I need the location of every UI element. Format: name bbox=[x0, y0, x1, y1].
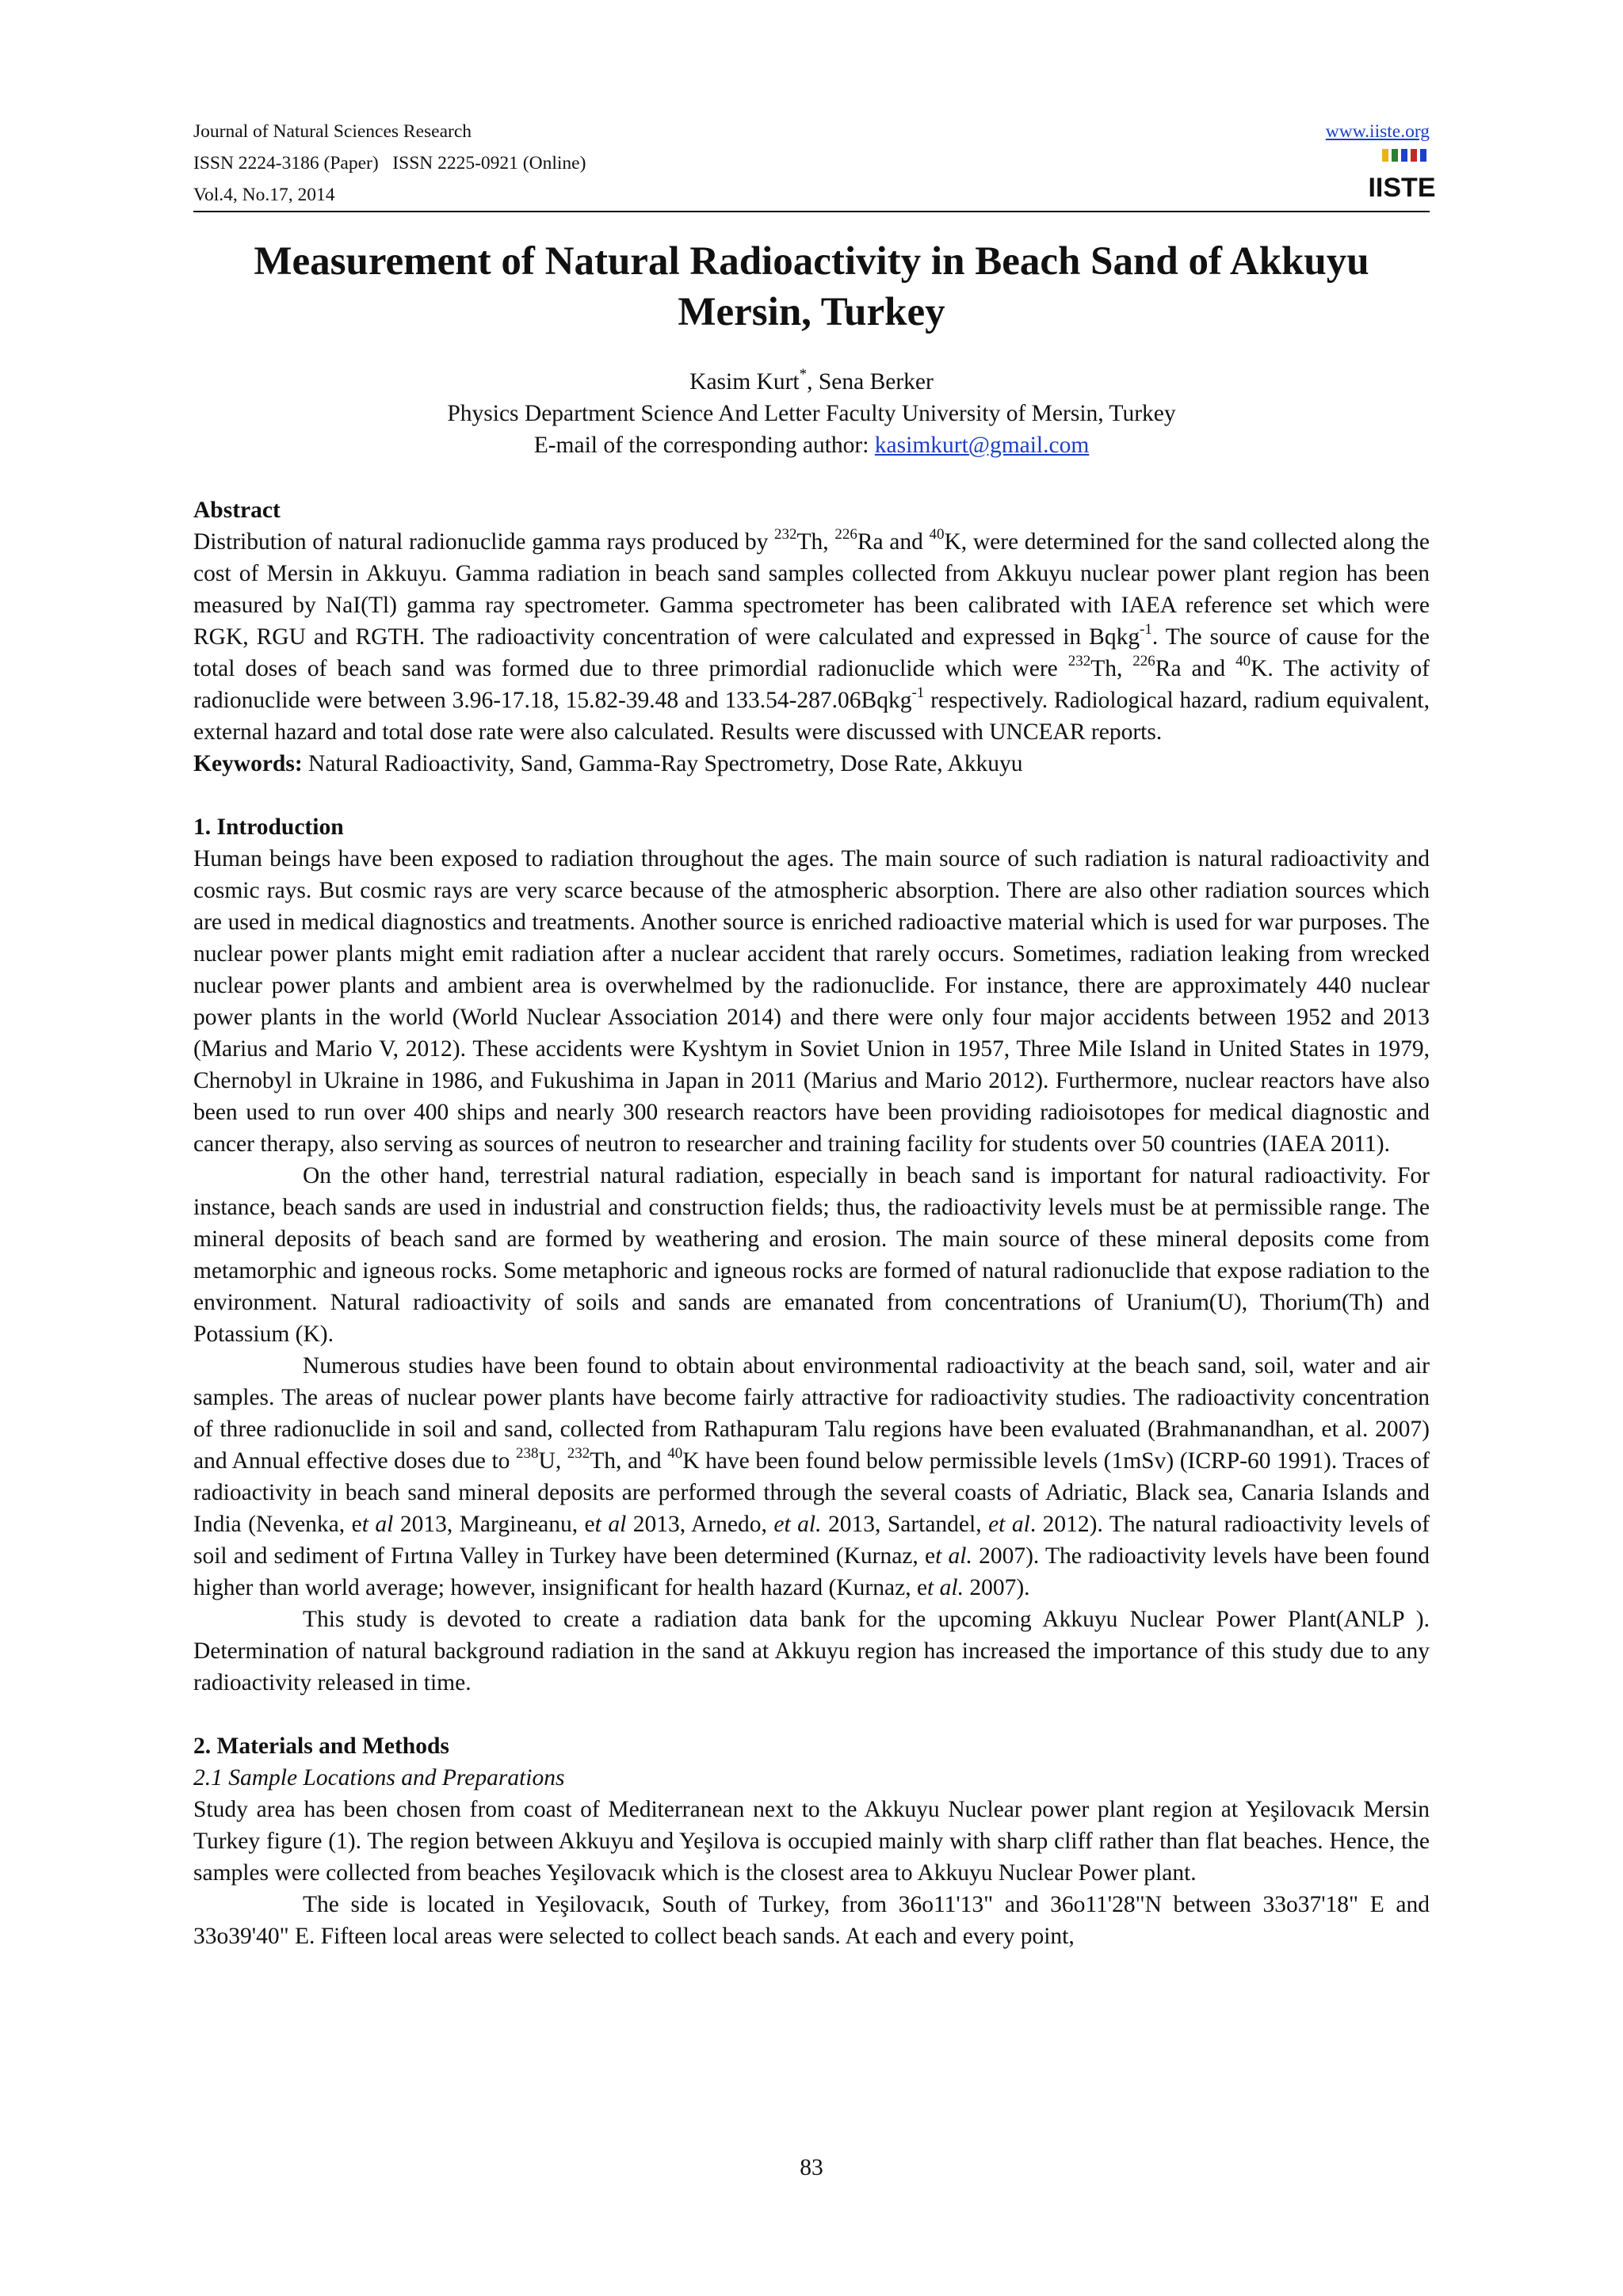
journal-name: Journal of Natural Sciences Research bbox=[193, 121, 472, 142]
iiste-logo-icon bbox=[1368, 147, 1436, 203]
author-names bbox=[193, 366, 1430, 398]
keywords-label: Keywords: bbox=[193, 751, 303, 776]
intro-paragraph-4: This study is devoted to create a radiation data bank for the upcoming Akkuyu Nuclear Power Plant(ANLP ). Determination of natural background radiation in the sand at Akkuyu region has increased the importance of this study due to any radioactivity released in time. bbox=[193, 1607, 1430, 1695]
paper-body bbox=[193, 494, 1430, 1952]
methods-paragraph-2: The side is located in Yeşilovacık, South of Turkey, from 36o11'13" and 36o11'28"N between 33o37'18" E and 33o39'40" E. Fifteen local areas were selected to collect beach sands. At each and every point, bbox=[193, 1892, 1430, 1949]
keywords-text: Natural Radioactivity, Sand, Gamma-Ray Spectrometry, Dose Rate, Akkuyu bbox=[302, 751, 1023, 776]
paper-title bbox=[193, 236, 1430, 338]
methods-subheading: 2.1 Sample Locations and Preparations bbox=[193, 1765, 565, 1791]
logo-text: IISTE bbox=[1368, 173, 1436, 203]
website-link[interactable]: www.iiste.org bbox=[1325, 121, 1430, 142]
email-link[interactable]: kasimkurt@gmail.com bbox=[874, 433, 1090, 458]
introduction-heading: 1. Introduction bbox=[193, 814, 344, 840]
intro-paragraph-3: Numerous studies have been found to obtain about environmental radioactivity at the beach sand, soil, water and air samples. The areas of nuclear power plants have become fairly attractive for radioactivity studies. The radioactivity concentration of three radionuclide in soil and sand, collected from Rathapuram Talu regions have been evaluated (Brahmanandhan, et al. 2007) and Annual effective doses due to $^{238}$U, $^{232}$Th, and $^{40}$K have been found below permissible levels (1mSv) (ICRP-60 1991). Traces of radioactivity in beach sand mineral deposits are performed through the several coasts of Adriatic, Black sea, Canaria Islands and India (Nevenka, et al 2013, Margineanu, et al 2013, Arnedo, et al. 2013, Sartandel, et al. 2012). The natural radioactivity levels of soil and sediment of Fırtına Valley in Turkey have been determined (Kurnaz, et al. 2007). The radioactivity levels have been found higher than world average; however, insignificant for health hazard (Kurnaz, et al. 2007). bbox=[193, 1353, 1430, 1600]
corresponding-mark: * bbox=[799, 366, 808, 383]
email-label: E-mail of the corresponding author: bbox=[533, 433, 875, 458]
abstract-heading: Abstract bbox=[193, 498, 281, 523]
keywords bbox=[193, 748, 1430, 780]
intro-paragraph-1: Human beings have been exposed to radiation throughout the ages. The main source of such radiation is natural radioactivity and cosmic rays. But cosmic rays are very scarce because of the atmospheric absorption. There are also other radiation sources which are used in medical diagnostics and treatments. Another source is enriched radioactive material which is used for war purposes. The nuclear power plants might emit radiation after a nuclear accident that rarely occurs. Sometimes, radiation leaking from wrecked nuclear power plants and ambient area is overwhelmed by the radionuclide. For instance, there are approximately 440 nuclear power plants in the world (World Nuclear Association 2014) and there were only four major accidents between 1952 and 2013 (Marius and Mario V, 2012). These accidents were Kyshtym in Soviet Union in 1957, Three Mile Island in United States in 1979, Chernobyl in Ukraine in 1986, and Fukushima in Japan in 2011 (Marius and Mario 2012). Furthermore, nuclear reactors have also been used to run over 400 ships and nearly 300 research reactors have been providing radioisotopes for medical diagnostic and cancer therapy, also serving as sources of neutron to researcher and training facility for students over 50 countries (IAEA 2011). bbox=[193, 846, 1430, 1157]
methods-heading: 2. Materials and Methods bbox=[193, 1733, 449, 1759]
header-rule bbox=[193, 211, 1430, 212]
abstract-text: Distribution of natural radionuclide gamma rays produced by $^{232}$Th, $^{226}$Ra and $^{40}$K, were determined for the sand collected along the cost of Mersin in Akkuyu. Gamma radiation in beach sand samples collected from Akkuyu nuclear power plant region has been measured by NaI(Tl) gamma ray spectrometer. Gamma spectrometer has been calibrated with IAEA reference set which were RGK, RGU and RGTH. The radioactivity concentration of were calculated and expressed in Bqkg$^{-1}$. The source of cause for the total doses of beach sand was formed due to three primordial radionuclide which were $^{232}$Th, $^{226}$Ra and $^{40}$K. The activity of radionuclide were between 3.96-17.18, 15.82-39.48 and 133.54-287.06Bqkg$^{-1}$ respectively. Radiological hazard, radium equivalent, external hazard and total dose rate were also calculated. Results were discussed with UNCEAR reports. bbox=[193, 526, 1430, 745]
intro-paragraph-2: On the other hand, terrestrial natural radiation, especially in beach sand is important for natural radioactivity. For instance, beach sands are used in industrial and construction fields; thus, the radioactivity levels must be at permissible range. The mineral deposits of beach sand are formed by weathering and erosion. The main source of these mineral deposits come from metamorphic and igneous rocks. Some metaphoric and igneous rocks are formed of natural radionuclide that expose radiation to the environment. Natural radioactivity of soils and sands are emanated from concentrations of Uranium(U), Thorium(Th) and Potassium (K). bbox=[193, 1163, 1430, 1347]
affiliation: Physics Department Science And Letter Faculty University of Mersin, Turkey bbox=[447, 401, 1176, 426]
website-header bbox=[1326, 116, 1430, 147]
author-block bbox=[193, 366, 1430, 461]
journal-header bbox=[193, 116, 586, 211]
title-line-2: Mersin, Turkey bbox=[678, 290, 945, 334]
author-1: Kasim Kurt bbox=[689, 369, 800, 395]
email-line bbox=[193, 429, 1430, 461]
page-number: 83 bbox=[800, 2155, 823, 2180]
methods-paragraph-1: Study area has been chosen from coast of Mediterranean next to the Akkuyu Nuclear power plant region at Yeşilovacık Mersin Turkey figure (1). The region between Akkuyu and Yeşilova is occupied mainly with sharp cliff rather than flat beaches. Hence, the samples were collected from beaches Yeşilovacık which is the closest area to Akkuyu Nuclear Power plant. bbox=[193, 1797, 1430, 1886]
journal-volume: Vol.4, No.17, 2014 bbox=[193, 185, 335, 205]
journal-issn: ISSN 2224-3186 (Paper) ISSN 2225-0921 (Online) bbox=[193, 153, 586, 174]
author-2: , Sena Berker bbox=[807, 369, 934, 395]
title-line-1: Measurement of Natural Radioactivity in Beach Sand of Akkuyu bbox=[254, 239, 1369, 284]
